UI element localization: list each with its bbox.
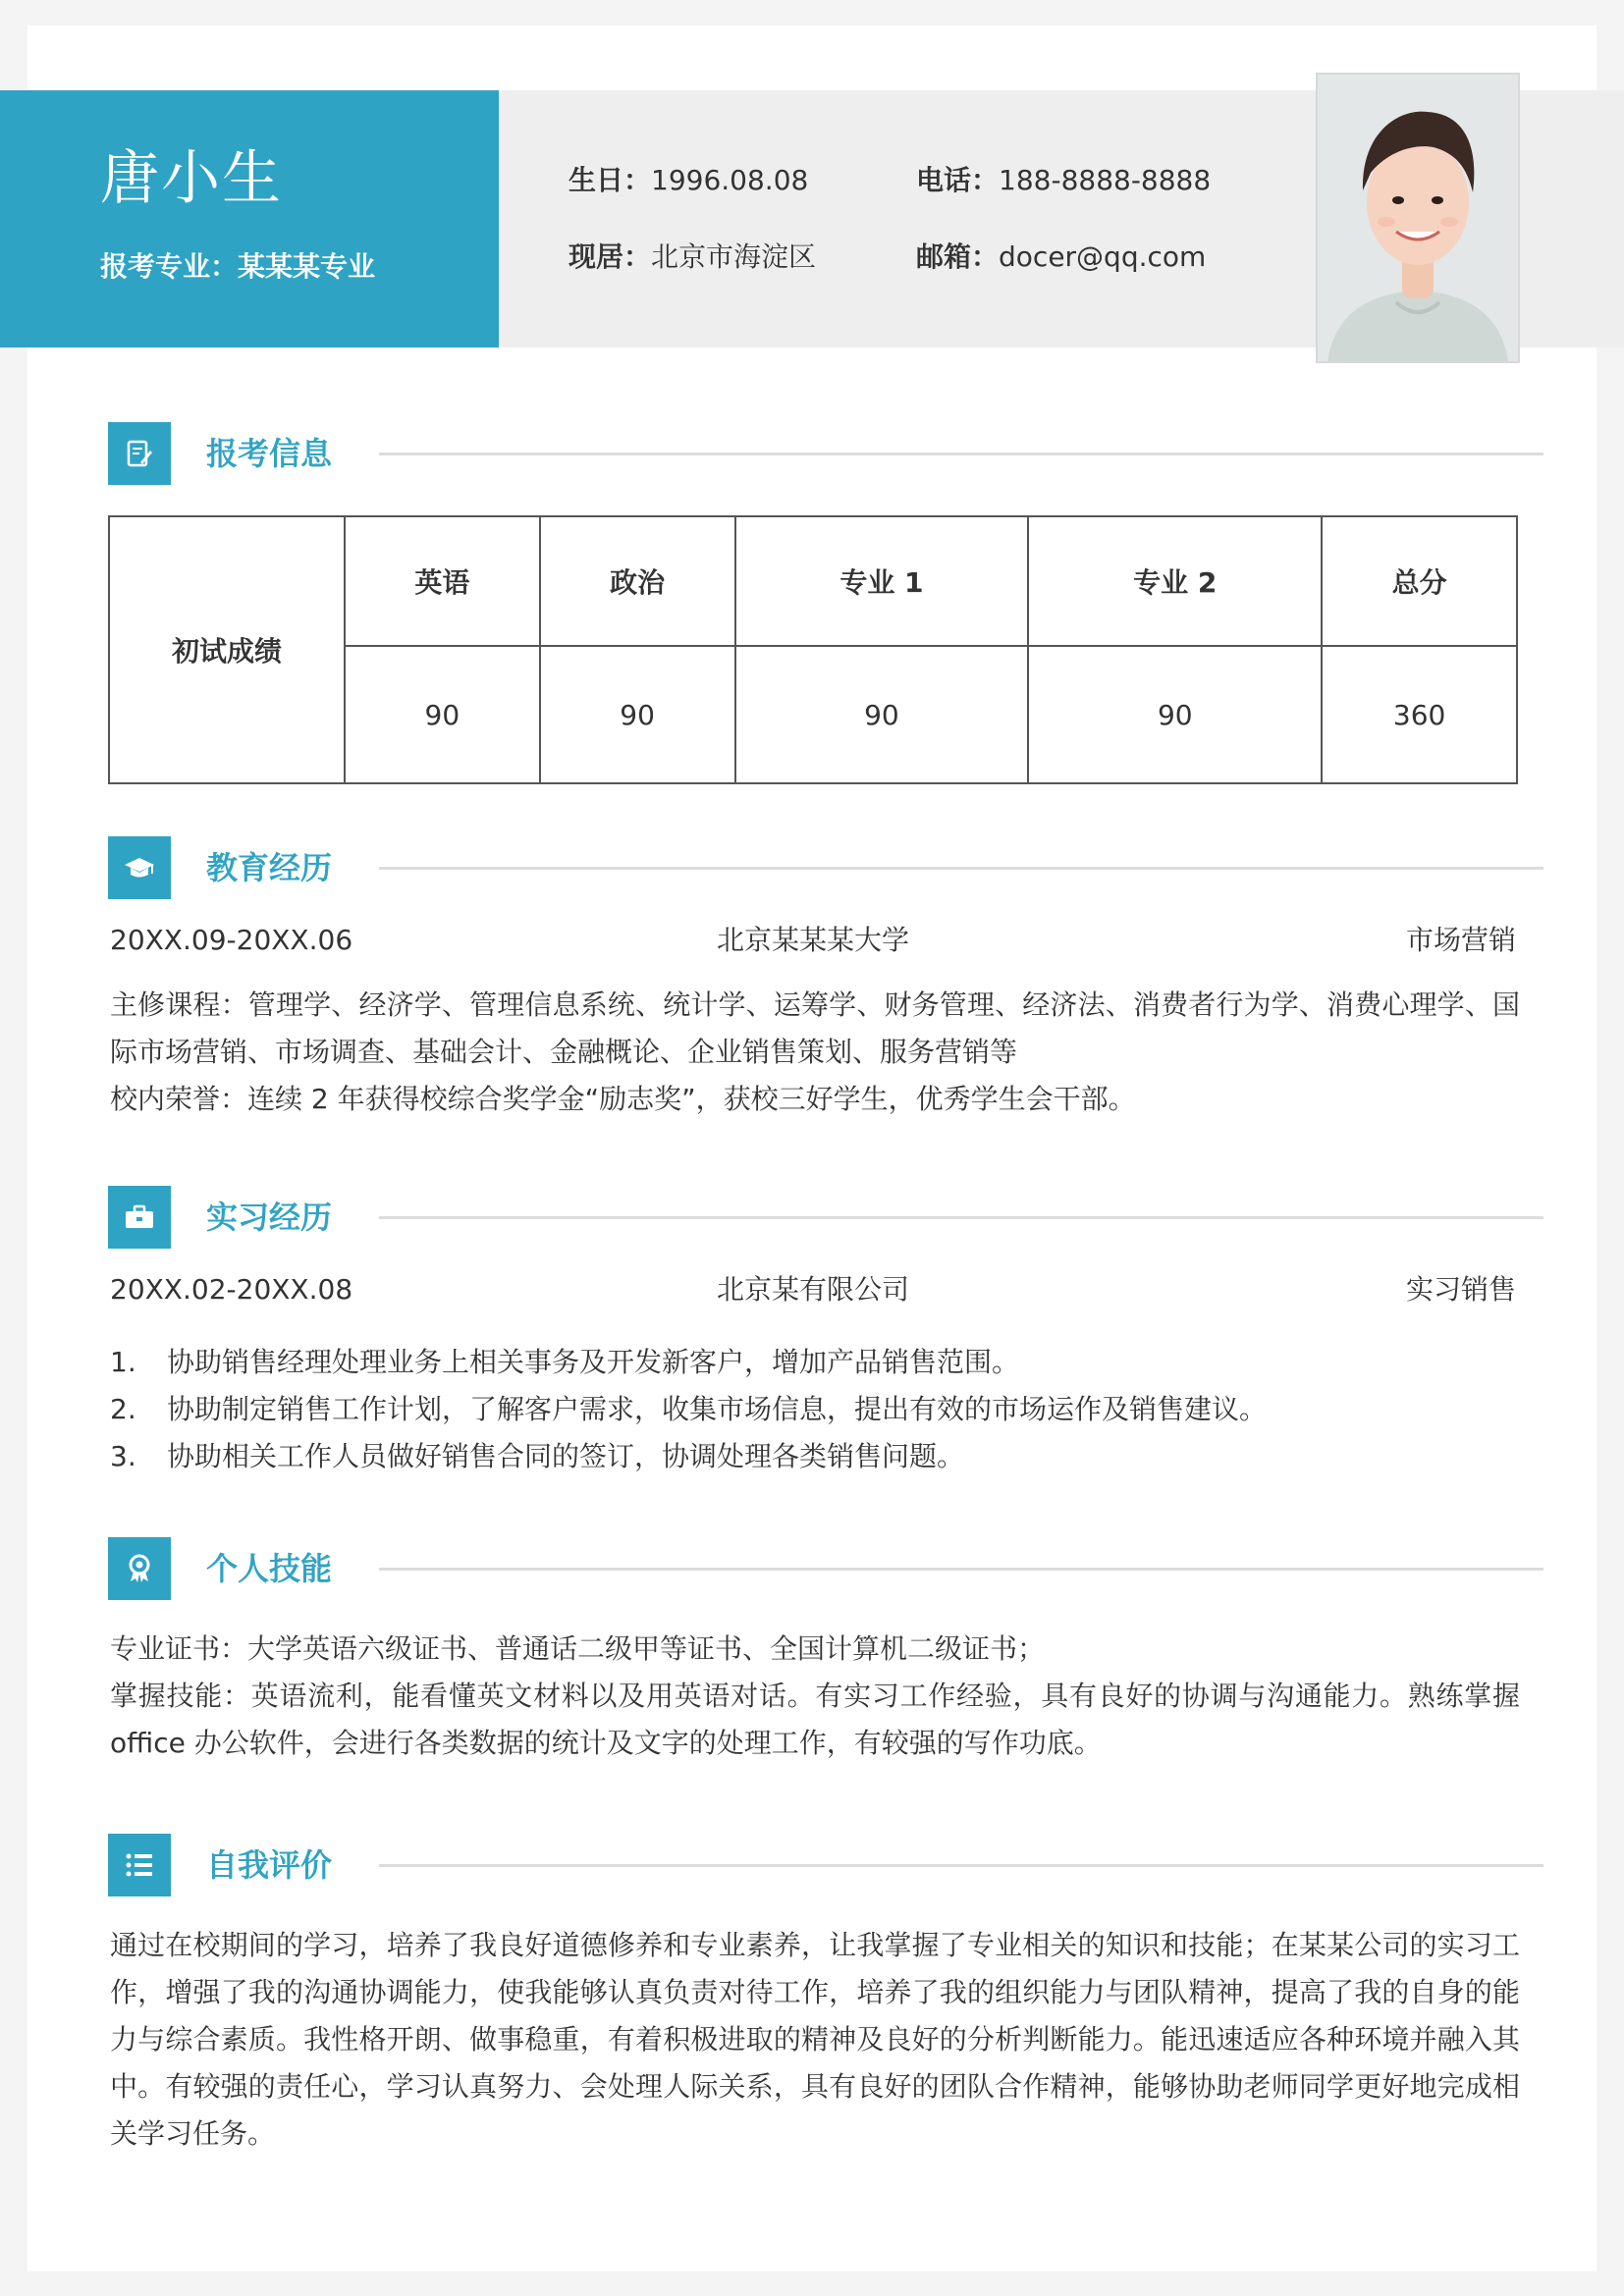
section-divider (379, 1216, 1543, 1219)
item-number: 1. (110, 1346, 136, 1378)
internship-period: 20XX.02-20XX.08 (110, 1273, 353, 1306)
table-row (109, 516, 1517, 646)
section-education (108, 836, 1543, 899)
profile-photo (1316, 73, 1520, 363)
email-value: docer@qq.com (999, 240, 1207, 273)
resume-page (27, 26, 1597, 2271)
section-internship (108, 1186, 1543, 1249)
section-title: 报考信息 (206, 435, 333, 472)
section-skills (108, 1537, 1543, 1600)
item-text: 协助销售经理处理业务上相关事务及开发新客户，增加产品销售范围。 (167, 1346, 1020, 1378)
score-value: 90 (735, 646, 1029, 783)
education-honors: 校内荣誉：连续 2 年获得校综合奖学金“励志奖”，获校三好学生，优秀学生会干部。 (110, 1083, 1136, 1115)
section-title: 个人技能 (206, 1550, 333, 1587)
residence-label: 现居： (568, 240, 652, 273)
internship-duties (110, 1339, 1267, 1480)
internship-row (110, 1274, 1516, 1306)
birth-value: 1996.08.08 (651, 164, 809, 196)
list-item (110, 1433, 1267, 1480)
score-row-label: 初试成绩 (109, 516, 345, 783)
section-divider (379, 867, 1543, 870)
score-table (108, 515, 1518, 784)
residence-value: 北京市海淀区 (651, 240, 817, 273)
phone-value: 188-8888-8888 (999, 164, 1212, 196)
self-evaluation-paragraph: 通过在校期间的学习，培养了我良好道德修养和专业素养，让我掌握了专业相关的知识和技能；在某某公司的实习工作，增强了我的沟通协调能力，使我能够认真负责对待工作，培养了我的组织能力与团队精神，提高了我的自身的能力与综合素质。我性格开朗、做事稳重，有着积极进取的精神及良好的分析判断能力。能迅速适应各种环境并融入其中。有较强的责任心，学习认真努力、会处理人际关系，具有良好的团队合作精神，能够协助老师同学更好地完成相关学习任务。 (110, 1929, 1520, 2150)
skills-details (110, 1626, 1520, 1767)
applied-major: 报考专业：某某某专业 (100, 250, 376, 283)
section-self-evaluation (108, 1834, 1543, 1896)
education-courses: 主修课程：管理学、经济学、管理信息系统、统计学、运筹学、财务管理、经济法、消费者行为学、消费心理学、国际市场营销、市场调查、基础会计、金融概论、企业销售策划、服务营销等 (110, 988, 1520, 1068)
section-title: 自我评价 (206, 1846, 333, 1884)
score-header: 政治 (540, 516, 735, 646)
skills-certificates: 专业证书：大学英语六级证书、普通话二级甲等证书、全国计算机二级证书； (110, 1632, 1046, 1665)
education-row (110, 925, 1516, 956)
internship-company: 北京某有限公司 (716, 1273, 909, 1306)
skills-abilities: 掌握技能：英语流利，能看懂英文材料以及用英语对话。有实习工作经验，具有良好的协调与沟通能力。熟练掌握 office 办公软件，会进行各类数据的统计及文字的处理工作，有较强的写作功底。 (110, 1680, 1520, 1759)
education-school: 北京某某某大学 (716, 924, 909, 956)
score-header: 专业 2 (1028, 516, 1322, 646)
item-text: 协助制定销售工作计划，了解客户需求，收集市场信息，提出有效的市场运作及销售建议。 (167, 1393, 1268, 1425)
applicant-name: 唐小生 (100, 144, 283, 213)
section-divider (379, 1568, 1543, 1571)
birth-label: 生日： (568, 164, 652, 196)
self-evaluation-text (110, 1922, 1520, 2158)
section-title: 教育经历 (206, 849, 333, 886)
list-icon (108, 1834, 171, 1896)
score-value: 360 (1322, 646, 1517, 783)
graduation-cap-icon (108, 836, 171, 899)
item-number: 2. (110, 1393, 136, 1425)
list-item (110, 1339, 1267, 1386)
email-info (916, 240, 1207, 273)
briefcase-icon (108, 1186, 171, 1249)
email-label: 邮箱： (916, 240, 1000, 273)
item-number: 3. (110, 1440, 136, 1472)
portrait-illustration (1318, 75, 1518, 361)
internship-role: 实习销售 (1405, 1273, 1516, 1306)
score-value: 90 (540, 646, 735, 783)
score-header: 总分 (1322, 516, 1517, 646)
phone-info (916, 164, 1212, 196)
score-value: 90 (345, 646, 540, 783)
education-details (110, 982, 1520, 1123)
list-item (110, 1386, 1267, 1433)
item-text: 协助相关工作人员做好销售合同的签订，协调处理各类销售问题。 (167, 1440, 965, 1472)
score-header: 英语 (345, 516, 540, 646)
score-header: 专业 1 (735, 516, 1029, 646)
award-icon (108, 1537, 171, 1600)
section-divider (379, 453, 1543, 455)
edit-icon (108, 422, 171, 485)
section-exam-info (108, 422, 1543, 485)
phone-label: 电话： (916, 164, 1000, 196)
birth-info (568, 164, 809, 196)
section-title: 实习经历 (206, 1199, 333, 1236)
education-period: 20XX.09-20XX.06 (110, 924, 353, 956)
score-value: 90 (1028, 646, 1322, 783)
section-divider (379, 1864, 1543, 1867)
education-major: 市场营销 (1405, 924, 1516, 956)
residence-info (568, 240, 817, 273)
name-box (0, 90, 499, 347)
